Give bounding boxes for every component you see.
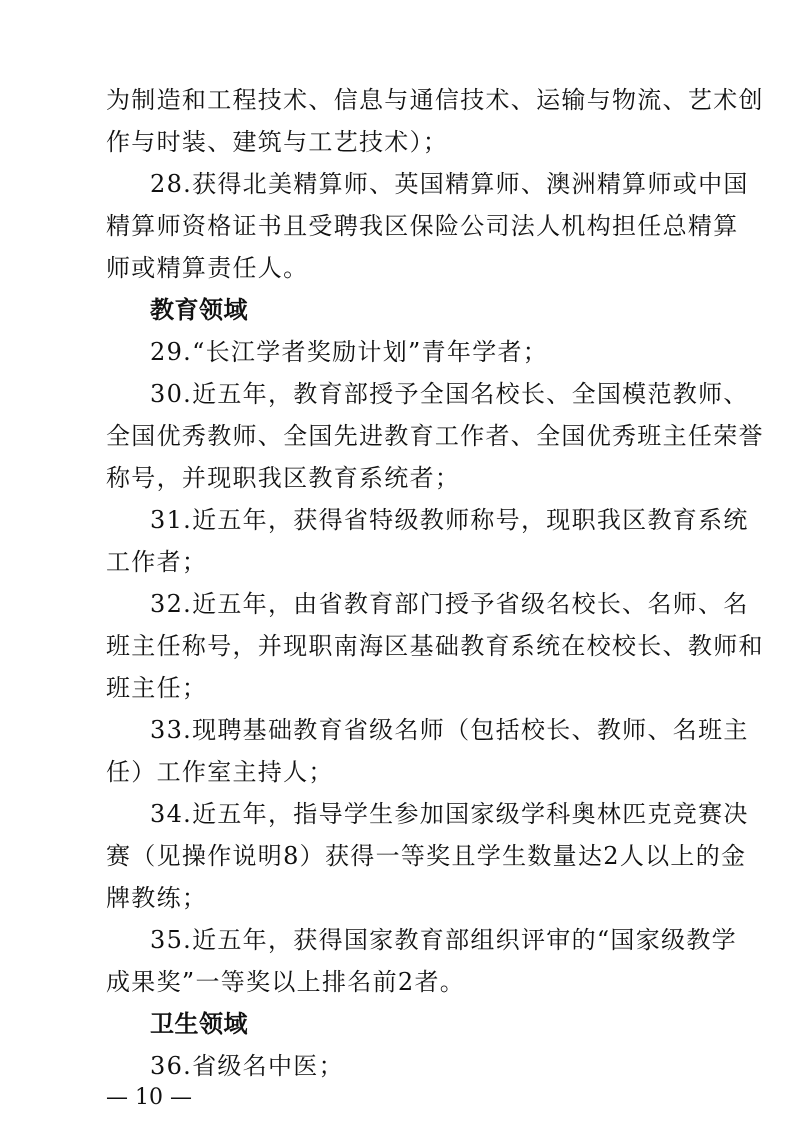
- item-35: 35.近五年，获得国家教育部组织评审的“国家级教学: [150, 926, 737, 954]
- item-30: 30.近五年，教育部授予全国名校长、全国模范教师、: [150, 380, 749, 408]
- text-line: 班主任；: [106, 674, 208, 702]
- item-33: 33.现聘基础教育省级名师（包括校长、教师、名班主: [150, 716, 749, 744]
- text-line: 师或精算责任人。: [106, 254, 309, 282]
- item-29: 29.“长江学者奖励计划”青年学者；: [150, 338, 549, 366]
- item-31: 31.近五年，获得省特级教师称号，现职我区教育系统: [150, 506, 749, 534]
- item-36: 36.省级名中医；: [150, 1052, 344, 1080]
- text-line: 作与时装、建筑与工艺技术）；: [106, 128, 449, 156]
- text-line: 精算师资格证书且受聘我区保险公司法人机构担任总精算: [106, 212, 739, 240]
- text-line: 为制造和工程技术、信息与通信技术、运输与物流、艺术创: [106, 86, 764, 114]
- text-line: 赛（见操作说明8）获得一等奖且学生数量达2人以上的金: [106, 842, 747, 870]
- text-line: 称号，并现职我区教育系统者；: [106, 464, 461, 492]
- section-heading-health: 卫生领域: [150, 1010, 248, 1038]
- item-34: 34.近五年，指导学生参加国家级学科奥林匹克竞赛决: [150, 800, 749, 828]
- text-line: 牌教练；: [106, 884, 208, 912]
- text-line: 成果奖”一等奖以上排名前2者。: [106, 968, 466, 996]
- text-line: 班主任称号，并现职南海区基础教育系统在校校长、教师和: [106, 632, 764, 660]
- text-line: 全国优秀教师、全国先进教育工作者、全国优秀班主任荣誉: [106, 422, 764, 450]
- item-32: 32.近五年，由省教育部门授予省级名校长、名师、名: [150, 590, 749, 618]
- section-heading-education: 教育领域: [150, 296, 248, 324]
- page-number: — 10 —: [106, 1085, 192, 1110]
- text-line: 工作者；: [106, 548, 208, 576]
- text-line: 任）工作室主持人；: [106, 758, 334, 786]
- item-28: 28.获得北美精算师、英国精算师、澳洲精算师或中国: [150, 170, 749, 198]
